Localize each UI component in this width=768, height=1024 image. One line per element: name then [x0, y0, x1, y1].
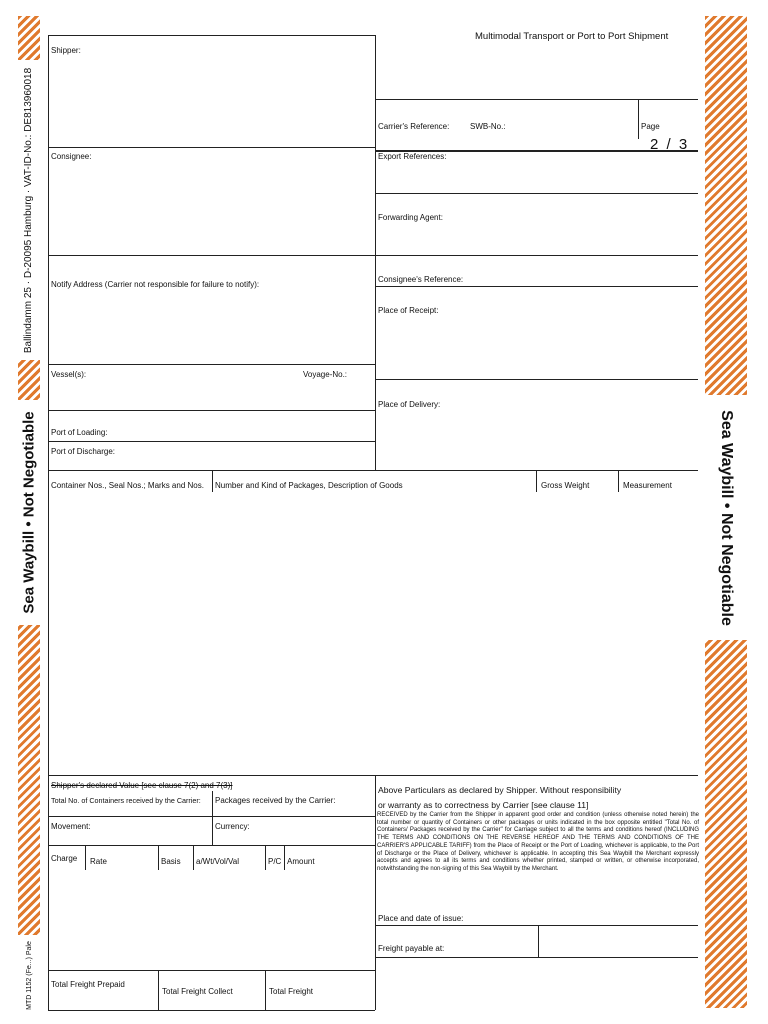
charge-header: Charge [51, 854, 78, 863]
page-label: Page [641, 122, 660, 131]
notify-address-field[interactable]: Notify Address (Carrier not responsible for failure to notify): [51, 280, 260, 289]
right-band-title: Sea Waybill • Not Negotiable [705, 395, 747, 640]
page-number: 2 / 3 [650, 136, 690, 153]
packages-received-field[interactable]: Packages received by the Carrier: [215, 796, 336, 805]
consignee-field[interactable]: Consignee: [51, 152, 92, 161]
left-band-title: Sea Waybill • Not Negotiable [18, 400, 40, 625]
total-freight-prepaid-field[interactable]: Total Freight Prepaid [51, 980, 125, 989]
total-freight-field[interactable]: Total Freight [269, 987, 314, 996]
total-containers-field[interactable]: Total No. of Containers received by the Carrier: [51, 796, 201, 805]
shipment-type: Multimodal Transport or Port to Port Shipment [475, 31, 669, 42]
forwarding-agent-field[interactable]: Forwarding Agent: [378, 213, 443, 222]
shipper-field[interactable]: Shipper: [51, 46, 81, 55]
left-border [48, 35, 49, 1010]
col-container-nos: Container Nos., Seal Nos.; Marks and Nos. [51, 481, 204, 490]
col-description: Number and Kind of Packages, Description of Goods [215, 481, 403, 490]
place-of-delivery-field[interactable]: Place of Delivery: [378, 400, 441, 409]
currency-field[interactable]: Currency: [215, 822, 250, 831]
form-code: MTD 1152 (Fe...) Pale [18, 935, 40, 1015]
received-terms-text: RECEIVED by the Carrier from the Shipper in apparent good order and condition (unless otherwise noted herein) the total number or quantity of Containers or other packages or units indicated in the box opposite entitled "Total No. of Containers/ Packages received by the Carrier" for Carriage subject to all the terms and conditions hereof (INCLUDING THE TERMS AND CONDITIONS ON THE REVERSE HEREOF AND THE TERMS AND CONDITIONS OF THE CARRIER'S APPLICABLE TARIFF) from the Place of Receipt or the Port of Loading, whichever is applicable, to the Port of Discharge or the Place of Delivery, whichever is applicable. In accepting this Sea Waybill the Merchant expressly accepts and agrees to all its terms and conditions whether printed, stamped or written, or otherwise incorporated, notwithstanding the non-signing of this Sea Waybill by the Merchant. [377, 812, 699, 872]
col-measurement: Measurement [623, 481, 672, 490]
total-freight-collect-field[interactable]: Total Freight Collect [162, 987, 233, 996]
freight-payable-field[interactable]: Freight payable at: [378, 944, 445, 953]
amount-header: Amount [287, 857, 315, 866]
rate-header: Rate [90, 857, 107, 866]
port-of-discharge-field[interactable]: Port of Discharge: [51, 447, 116, 456]
center-divider-bottom [375, 775, 376, 1010]
place-date-issue-field[interactable]: Place and date of issue: [378, 914, 464, 923]
swb-no-label: SWB-No.: [470, 122, 506, 131]
pc-header: P/C [268, 857, 282, 866]
port-of-loading-field[interactable]: Port of Loading: [51, 428, 108, 437]
voyage-no-field[interactable]: Voyage-No.: [303, 370, 348, 379]
place-of-receipt-field[interactable]: Place of Receipt: [378, 306, 439, 315]
consignee-reference-field[interactable]: Consignee's Reference: [378, 275, 464, 284]
above-particulars-text: Above Particulars as declared by Shipper. Without responsibility [378, 785, 622, 795]
declared-value-field[interactable]: Shipper's declared Value [see clause 7(2) and 7(3)] [51, 781, 233, 790]
basis-header: Basis [161, 857, 181, 866]
movement-field[interactable]: Movement: [51, 822, 91, 831]
warranty-text: or warranty as to correctness by Carrier [see clause 11] [378, 800, 589, 810]
company-address: Ballindamm 25 · D-20095 Hamburg · VAT-ID-No.: DE813960018 [18, 60, 40, 360]
wt-vol-val-header: a/Wt/Vol/Val [196, 857, 239, 866]
top-border [48, 35, 375, 36]
col-gross-weight: Gross Weight [541, 481, 590, 490]
center-divider [375, 35, 376, 470]
carriers-reference-label: Carrier's Reference: [378, 122, 450, 131]
vessel-field[interactable]: Vessel(s): [51, 370, 87, 379]
export-references-field[interactable]: Export References: [378, 152, 447, 161]
